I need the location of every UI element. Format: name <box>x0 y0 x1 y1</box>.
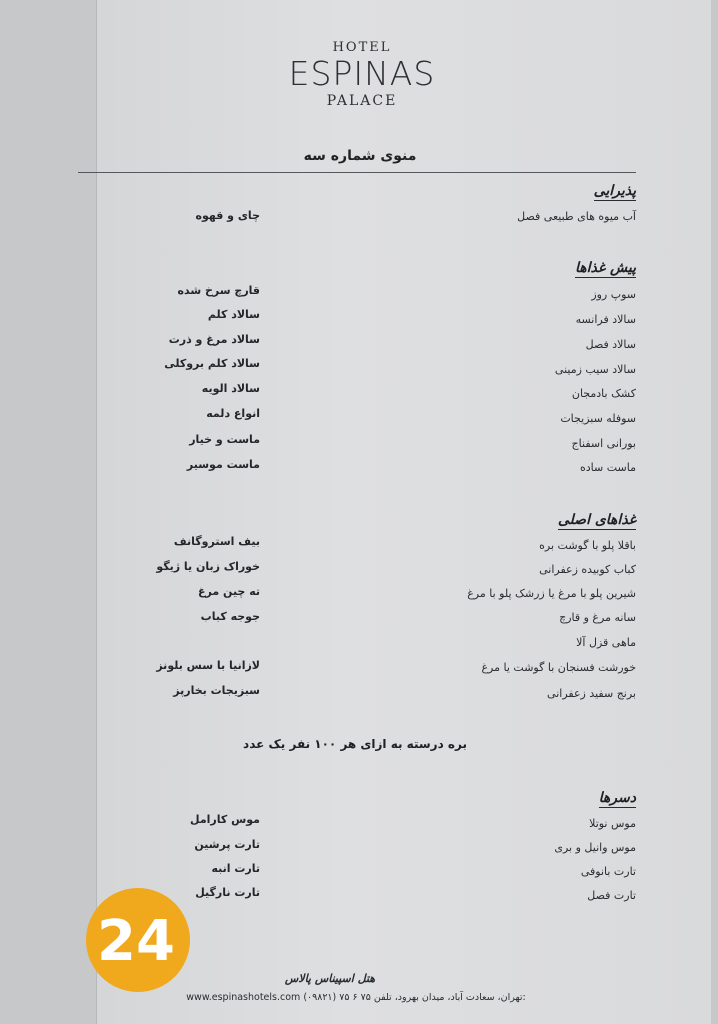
logo-espinas: ESPINAS <box>288 54 436 93</box>
title-divider <box>78 172 636 173</box>
menu-item: تارت بانوفی <box>580 865 636 878</box>
menu-item: سالاد سیب زمینی <box>554 363 636 376</box>
menu-item: ماست و خیار <box>189 433 260 446</box>
hotel-logo <box>282 40 442 110</box>
menu-item: جوجه کباب <box>200 610 260 623</box>
section-title-appetizers: پیش غذاها <box>574 260 636 276</box>
menu-item: برنج سفید زعفرانی <box>547 687 636 700</box>
menu-item: سالاد فصل <box>585 338 636 351</box>
menu-item: سالاد کلم بروکلی <box>164 357 260 370</box>
menu-item: سانه مرغ و قارچ <box>559 611 636 624</box>
menu-item: بیف استروگانف <box>173 535 260 548</box>
section-title-main-courses: غذاهای اصلی <box>557 512 636 528</box>
menu-item: تارت پرشین <box>194 838 260 851</box>
footer-hotel-name: هتل اسپیناس پالاس <box>284 972 376 985</box>
menu-item: سالاد الویه <box>201 382 260 395</box>
menu-item: تارت انبه <box>211 862 260 875</box>
logo-hotel: HOTEL <box>332 40 392 55</box>
menu-item: کباب کوبیده زعفرانی <box>539 563 636 576</box>
menu-item: سالاد فرانسه <box>575 313 636 326</box>
menu-item: ماهی قزل آلا <box>576 636 636 649</box>
24-watermark-icon <box>84 886 192 994</box>
menu-item: قارچ سرخ شده <box>177 284 260 297</box>
menu-item: بورانی اسفناج <box>571 437 636 450</box>
menu-item: کشک بادمجان <box>571 387 636 400</box>
menu-item: چای و قهوه <box>195 209 260 222</box>
menu-item: موس نوتلا <box>589 817 636 830</box>
menu-item: سالاد مرغ و ذرت <box>168 333 260 346</box>
menu-item: ته چین مرغ <box>198 585 260 598</box>
menu-item: تارت فصل <box>587 889 636 902</box>
menu-item: خورشت فسنجان با گوشت یا مرغ <box>481 661 636 674</box>
menu-item: تارت نارگیل <box>195 886 260 899</box>
menu-item: ماست ساده <box>580 461 636 474</box>
section-title-reception: پذیرایی <box>593 183 636 199</box>
menu-item: سبزیجات بخارپز <box>173 684 260 697</box>
lamb-note: بره درسته به ازای هر ۱۰۰ نفر یک عدد <box>243 737 467 751</box>
menu-item: خوراک زبان یا ژیگو <box>156 560 260 573</box>
logo-palace: PALACE <box>326 93 398 109</box>
menu-item: موس وانیل و بری <box>554 841 636 854</box>
section-title-desserts: دسرها <box>598 790 636 806</box>
badge-text: 24 <box>97 909 175 974</box>
menu-item: لازانیا با سس بلونز <box>156 659 260 672</box>
menu-item: باقلا پلو با گوشت بره <box>539 539 636 552</box>
footer-address: www.espinashotels.com (۰۹۸۲۱) ۷۵ ۶ ۷۵ تهران، سعادت آباد، میدان بهرود، تلفن: <box>186 992 526 1003</box>
menu-item: سوپ روز <box>591 288 636 301</box>
menu-item: سالاد کلم <box>207 308 260 321</box>
menu-item: آب میوه های طبیعی فصل <box>517 210 636 223</box>
menu-item: ماست موسیر <box>186 458 260 471</box>
menu-item: موس کارامل <box>190 813 260 826</box>
menu-title: منوی شماره سه <box>303 148 417 164</box>
menu-item: انواع دلمه <box>206 407 260 420</box>
menu-item: سوفله سبزیجات <box>560 412 636 425</box>
menu-item: شیرین پلو با مرغ یا زرشک پلو با مرغ <box>467 587 636 600</box>
